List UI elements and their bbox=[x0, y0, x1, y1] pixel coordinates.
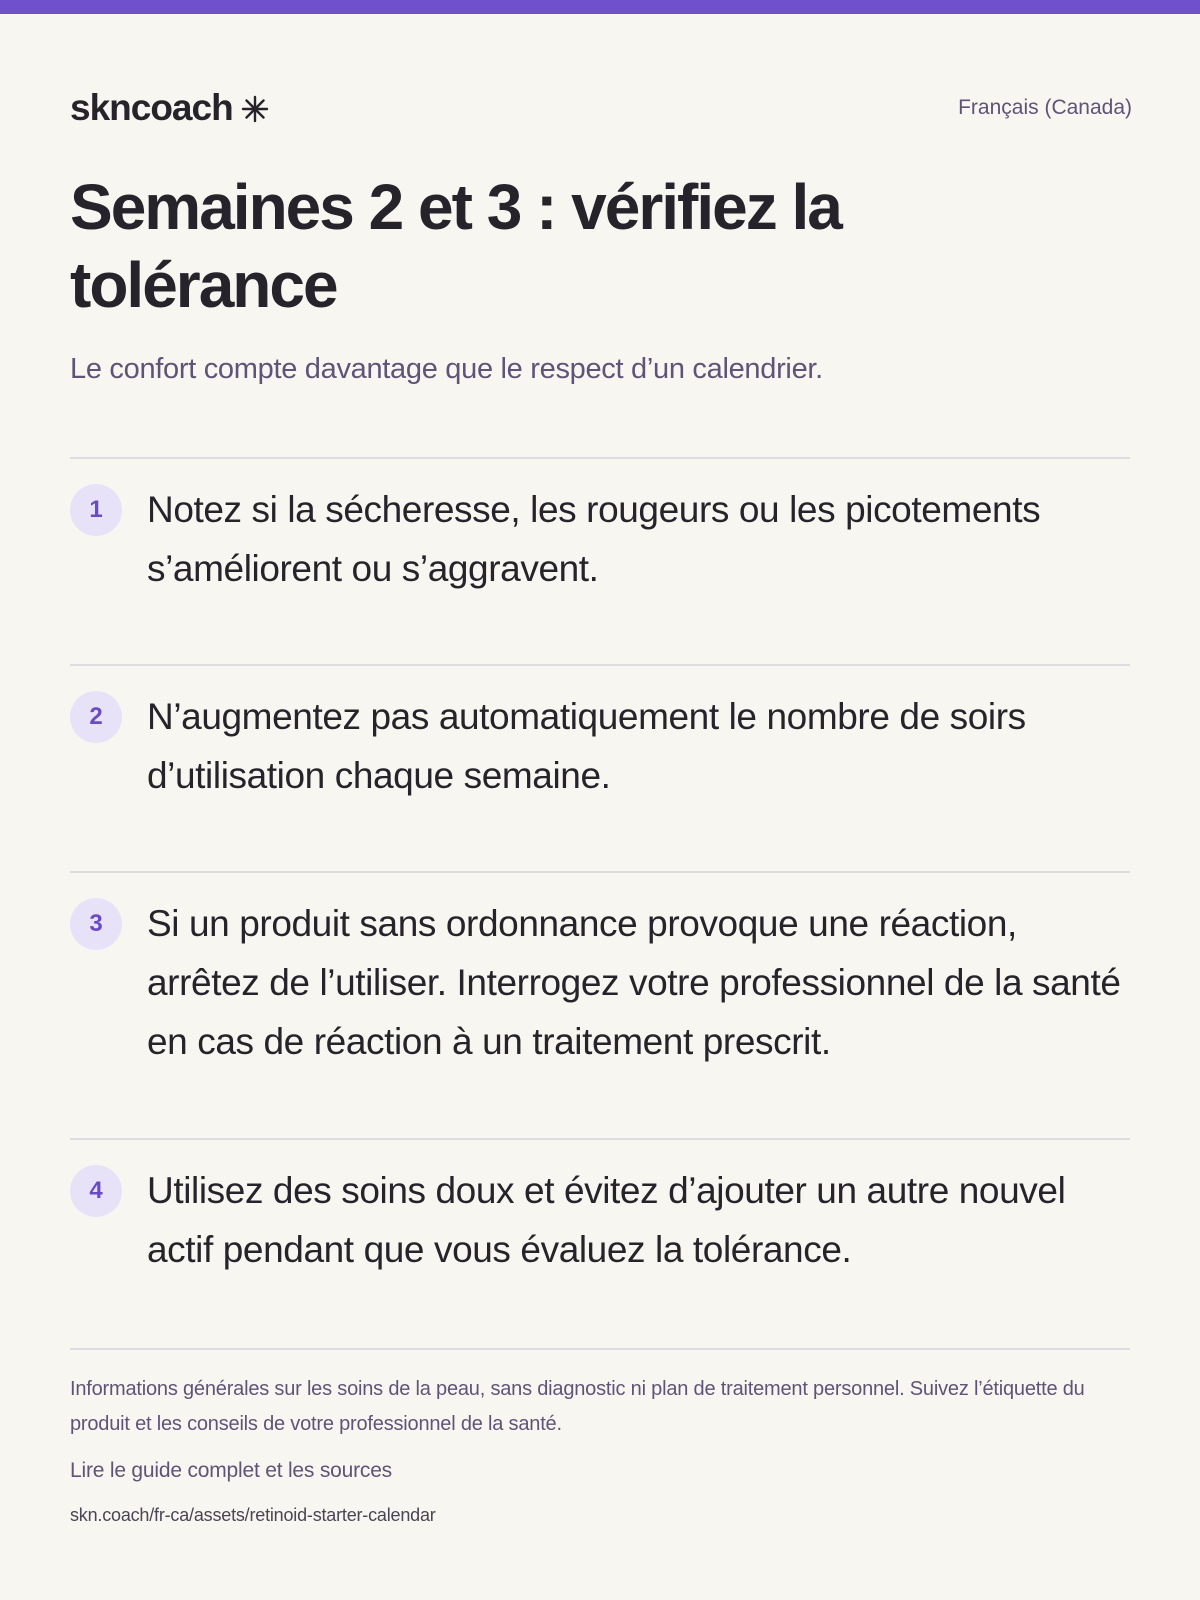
language-selector[interactable]: Français (Canada) bbox=[958, 96, 1132, 119]
step-text: Utilisez des soins doux et évitez d’ajouter un autre nouvel actif pendant que vous évaluez la tolérance. bbox=[147, 1170, 1066, 1270]
accent-top-bar bbox=[0, 0, 1200, 14]
step-item bbox=[70, 666, 1130, 873]
step-number-badge: 1 bbox=[70, 484, 122, 536]
page-title: Semaines 2 et 3 : vérifiez la tolérance bbox=[70, 171, 841, 321]
steps-list bbox=[70, 457, 1130, 1350]
step-number-badge: 2 bbox=[70, 691, 122, 743]
step-text: Si un produit sans ordonnance provoque une réaction, arrêtez de l’utiliser. Interrogez votre professionnel de la santé en cas de réaction à un traitement prescrit. bbox=[147, 903, 1121, 1062]
page-subtitle: Le confort compte davantage que le respect d’un calendrier. bbox=[70, 353, 823, 385]
source-url: skn.coach/fr-ca/assets/retinoid-starter-calendar bbox=[70, 1505, 436, 1525]
step-number-badge: 3 bbox=[70, 898, 122, 950]
header bbox=[70, 84, 1130, 132]
brand-name: skncoach bbox=[70, 87, 233, 128]
step-item bbox=[70, 873, 1130, 1140]
asterisk-icon bbox=[241, 95, 269, 123]
disclaimer-text: Informations générales sur les soins de la peau, sans diagnostic ni plan de traitement personnel. Suivez l’étiquette du produit et les conseils de votre professionnel de la santé. bbox=[70, 1378, 1085, 1435]
step-item bbox=[70, 459, 1130, 666]
step-number-badge: 4 bbox=[70, 1165, 122, 1217]
full-guide-link[interactable]: Lire le guide complet et les sources bbox=[70, 1459, 392, 1482]
brand-logo[interactable] bbox=[70, 84, 269, 132]
step-item bbox=[70, 1140, 1130, 1350]
step-text: Notez si la sécheresse, les rougeurs ou les picotements s’améliorent ou s’aggravent. bbox=[147, 489, 1041, 589]
step-text: N’augmentez pas automatiquement le nombre de soirs d’utilisation chaque semaine. bbox=[147, 696, 1026, 796]
